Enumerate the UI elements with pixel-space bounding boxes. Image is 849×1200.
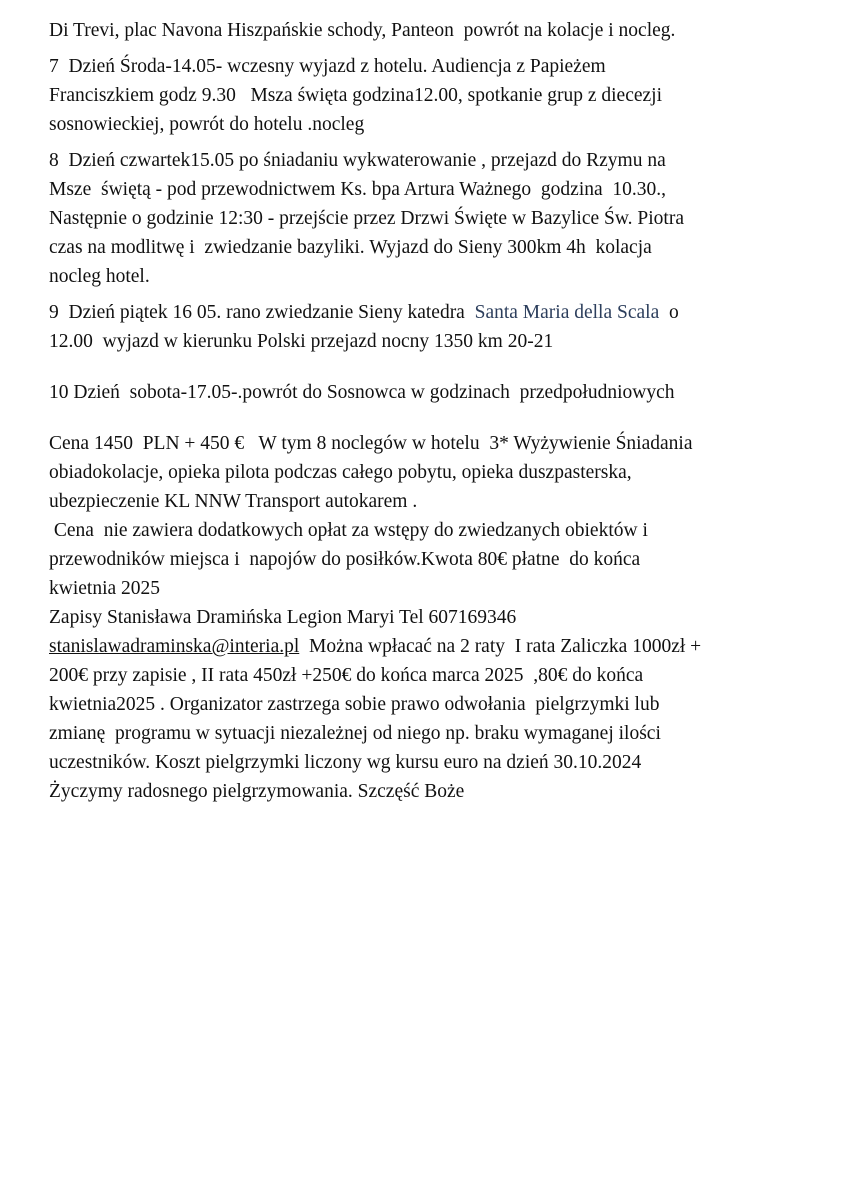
text-line: uczestników. Koszt pielgrzymki liczony wg kursu euro na dzień 30.10.2024 xyxy=(49,752,642,773)
day7-paragraph xyxy=(49,52,839,139)
document-page xyxy=(49,16,839,806)
text-line xyxy=(49,632,839,661)
text-segment: 9 Dzień piątek 16 05. rano zwiedzanie Sieny katedra xyxy=(49,302,475,323)
price-line: Cena 1450 PLN + 450 € W tym 8 noclegów w hotelu 3* Wyżywienie Śniadania xyxy=(49,433,693,454)
text-line: 200€ przy zapisie , II rata 450zł +250€ do końca marca 2025 ,80€ do końca xyxy=(49,665,644,686)
text-segment: o xyxy=(659,302,679,323)
text-line: Msze świętą - pod przewodnictwem Ks. bpa Artura Ważnego godzina 10.30., xyxy=(49,179,667,200)
text-line: zmianę programu w sytuacji niezależnej od niego np. braku wymaganej ilości xyxy=(49,723,661,744)
intro-paragraph xyxy=(49,16,839,45)
text-segment: Można wpłacać na 2 raty I rata Zaliczka 1000zł + xyxy=(299,636,702,657)
info-paragraph xyxy=(49,429,839,806)
text-line: czas na modlitwę i zwiedzanie bazyliki. Wyjazd do Sieny 300km 4h kolacja xyxy=(49,237,652,258)
day10-paragraph xyxy=(49,378,839,407)
text-line: 12.00 wyjazd w kierunku Polski przejazd nocny 1350 km 20-21 xyxy=(49,331,554,352)
closing-line: Życzymy radosnego pielgrzymowania. Szczęść Boże xyxy=(49,781,465,802)
text-line: Cena nie zawiera dodatkowych opłat za wstępy do zwiedzanych obiektów i xyxy=(49,520,648,541)
email-link[interactable]: stanislawadraminska@interia.pl xyxy=(49,636,300,657)
day9-paragraph xyxy=(49,298,839,356)
text-line: Di Trevi, plac Navona Hiszpańskie schody, Panteon powrót na kolacje i nocleg. xyxy=(49,20,676,41)
text-line: sosnowieckiej, powrót do hotelu .nocleg xyxy=(49,114,365,135)
text-line: przewodników miejsca i napojów do posiłków.Kwota 80€ płatne do końca xyxy=(49,549,641,570)
text-line: ubezpieczenie KL NNW Transport autokarem . xyxy=(49,491,418,512)
text-line: kwietnia 2025 xyxy=(49,578,161,599)
text-line: 10 Dzień sobota-17.05-.powrót do Sosnowca w godzinach przedpołudniowych xyxy=(49,382,675,403)
text-line: 7 Dzień Środa-14.05- wczesny wyjazd z hotelu. Audiencja z Papieżem xyxy=(49,56,606,77)
venue-name: Santa Maria della Scala xyxy=(474,302,660,323)
text-line xyxy=(49,298,839,327)
text-line: Następnie o godzinie 12:30 - przejście przez Drzwi Święte w Bazylice Św. Piotra xyxy=(49,208,684,229)
contact-line: Zapisy Stanisława Dramińska Legion Maryi Tel 607169346 xyxy=(49,607,517,628)
text-line: nocleg hotel. xyxy=(49,266,150,287)
text-line: Franciszkiem godz 9.30 Msza święta godzina12.00, spotkanie grup z diecezji xyxy=(49,85,662,106)
text-line: 8 Dzień czwartek15.05 po śniadaniu wykwaterowanie , przejazd do Rzymu na xyxy=(49,150,666,171)
day8-paragraph xyxy=(49,146,839,291)
text-line: obiadokolacje, opieka pilota podczas całego pobytu, opieka duszpasterska, xyxy=(49,462,632,483)
text-line: kwietnia2025 . Organizator zastrzega sobie prawo odwołania pielgrzymki lub xyxy=(49,694,660,715)
